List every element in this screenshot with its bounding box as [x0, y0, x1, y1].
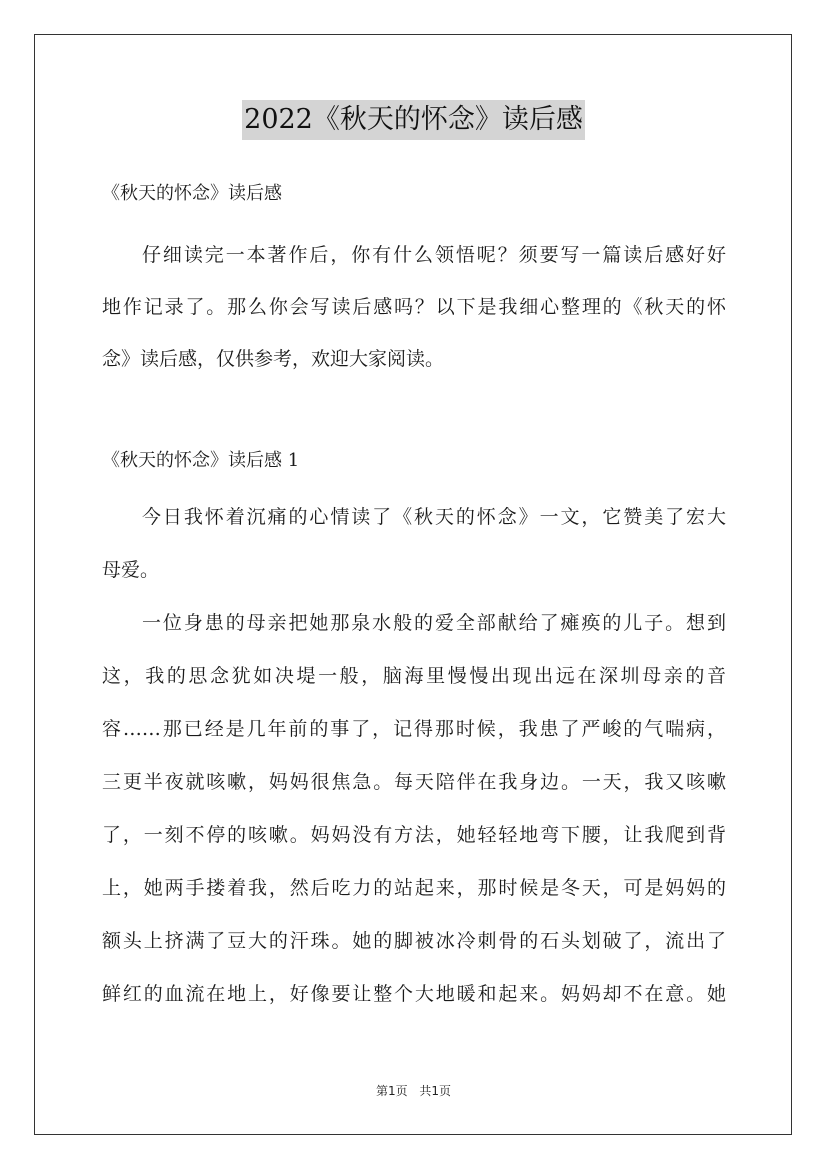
paragraph-line: 额头上挤满了豆大的汗珠。她的脚被冰冷刺骨的石头划破了，流出了 [102, 930, 726, 952]
section-1-heading: 《秋天的怀念》读后感 1 [102, 450, 300, 471]
paragraph-line: 仔细读完一本著作后，你有什么领悟呢？须要写一篇读后感好好 [142, 244, 726, 266]
paragraph-line: 这，我的思念犹如决堤一般，脑海里慢慢出现出远在深圳母亲的音 [102, 665, 726, 687]
intro-paragraph [102, 229, 726, 385]
paragraph-line: 念》读后感，仅供参考，欢迎大家阅读。 [102, 348, 445, 370]
paragraph-line: 三更半夜就咳嗽，妈妈很焦急。每天陪伴在我身边。一天，我又咳嗽 [102, 771, 726, 793]
paragraph-line: 母爱。 [102, 559, 160, 581]
page-total: 共1页 [419, 1084, 452, 1098]
section-1-paragraph-2 [102, 597, 726, 1021]
paragraph-line: 上，她两手搂着我，然后吃力的站起来，那时候是冬天，可是妈妈的 [102, 877, 726, 899]
section-1-paragraph-1 [102, 491, 726, 597]
paragraph-line: 一位身患的母亲把她那泉水般的爱全部献给了瘫痪的儿子。想到 [142, 612, 726, 634]
page-footer [0, 1082, 827, 1099]
section-1 [102, 441, 726, 1021]
title-container [0, 100, 827, 140]
paragraph-line: 鲜红的血流在地上，好像要让整个大地暖和起来。妈妈却不在意。她 [102, 983, 726, 1005]
paragraph-line: 了，一刻不停的咳嗽。妈妈没有方法，她轻轻地弯下腰，让我爬到背 [102, 824, 726, 846]
document-title: 2022《秋天的怀念》读后感 [242, 100, 585, 140]
document-body [102, 176, 726, 1021]
paragraph-line: 今日我怀着沉痛的心情读了《秋天的怀念》一文，它赞美了宏大 [142, 506, 726, 528]
page-number: 第1页 [375, 1084, 408, 1098]
paragraph-line: 容……那已经是几年前的事了，记得那时候，我患了严峻的气喘病， [102, 718, 726, 740]
intro-heading: 《秋天的怀念》读后感 [102, 183, 282, 204]
paragraph-line: 地作记录了。那么你会写读后感吗？以下是我细心整理的《秋天的怀 [102, 296, 726, 318]
